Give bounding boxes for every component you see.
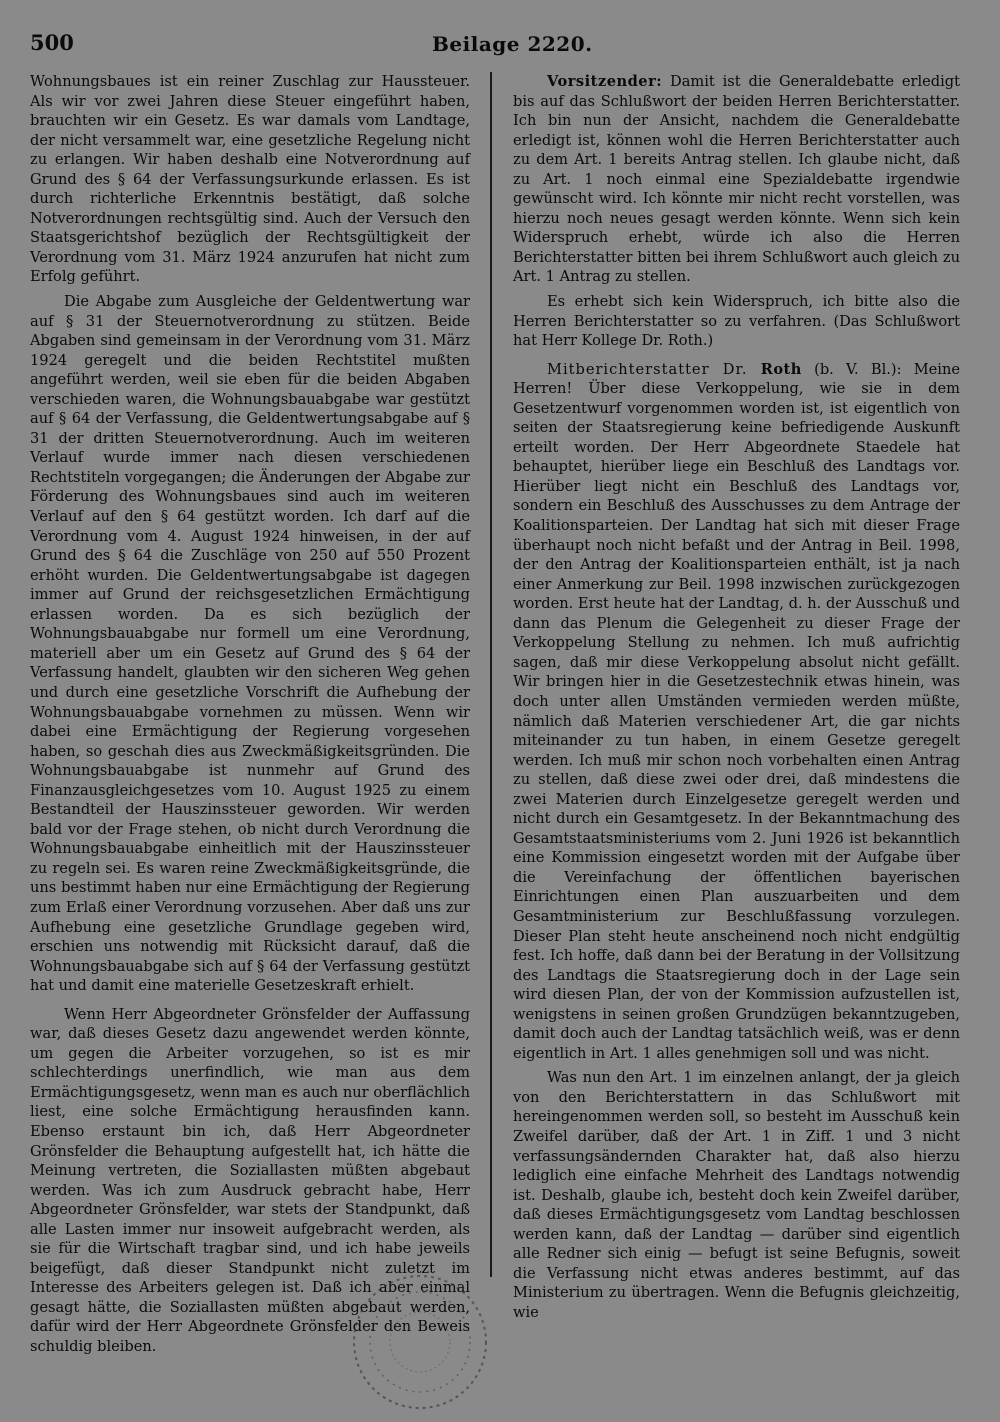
speech-text: Damit ist die Generaldebatte erledigt bis auf das Schlußwort der beiden Herren Berichterstatter. Ich bin nun der Ansicht, nachdem die Generaldebatte erledigt ist, können wohl die Herren Berichterstatter auch zu dem Art. 1 bereits Antrag stellen. Ich glaube nicht, daß zu Art. 1 noch einmal eine Spezialdebatte irgendwie gewünscht wird. Ich könnte mir nicht recht vorstellen, was hierzu noch neues gesagt werden könnte. Wenn sich kein Widerspruch erhebt, würde ich also die Herren Berichterstatter bitten bei ihrem Schlußwort auch gleich zu Art. 1 Antrag zu stellen. [513,73,960,286]
paragraph [513,72,960,287]
paragraph: Wohnungsbaues ist ein reiner Zuschlag zur Haussteuer. Als wir vor zwei Jahren diese Steuer eingeführt haben, brauchten wir ein Gesetz. Es war damals vom Landtage, der nicht versammelt war, eine gesetzliche Regelung nicht zu erlangen. Wir haben deshalb eine Notverordnung auf Grund des § 64 der Verfassungsurkunde erlassen. Es ist durch richterliche Erkenntnis bestätigt, daß solche Notverordnungen rechtsgültig sind. Auch der Versuch den Staatsgerichtshof bezüglich der Rechtsgültigkeit der Verordnung vom 31. März 1924 anzurufen hat nicht zum Erfolg geführt. [30,73,470,286]
page-title: Beilage 2220. [432,32,593,56]
speaker-role: Mitberichterstatter Dr. [547,360,761,378]
left-column [30,72,470,1357]
page-number: 500 [30,30,74,55]
right-column [513,72,960,1322]
speaker-party: (b. V. Bl.): [801,360,902,378]
paragraph: Die Abgabe zum Ausgleiche der Geldentwertung war auf § 31 der Steuernotverordnung zu stützen. Beide Abgaben sind gemeinsam in der Verordnung vom 31. März 1924 geregelt und die beiden Rechtstitel mußten angeführt werden, weil sie eben für die beiden Abgaben verschieden waren, die Wohnungsbauabgabe war gestützt auf § 64 der Verfassung, die Geldentwertungsabgabe auf § 31 der dritten Steuernotverordnung. Auch im weiteren Verlauf wurde immer nach diesen verschiedenen Rechtstiteln vorgegangen; die Änderungen der Abgabe zur Förderung des Wohnungsbaues sind auch im weiteren Verlauf auf den § 64 gestützt worden. Ich darf auf die Verordnung vom 4. August 1924 hinweisen, in der auf Grund des § 64 die Zuschläge von 250 auf 550 Prozent erhöht wurden. Die Geldentwertungsabgabe ist dagegen immer auf Grund der reichsgesetzlichen Ermächtigung erlassen worden. Da es sich bezüglich der Wohnungsbauabgabe nur formell um eine Verordnung, materiell aber um ein Gesetz auf Grund des § 64 der Verfassung handelt, glaubten wir den sicheren Weg gehen und durch eine gesetzliche Vorschrift die Aufhebung der Wohnungsbauabgabe vornehmen zu müssen. Wenn wir dabei eine Ermächtigung der Regierung vorgesehen haben, so geschah dies aus Zweckmäßigkeitsgründen. Die Wohnungsbauabgabe ist nunmehr auf Grund des Finanzausgleichgesetzes vom 10. August 1925 zu einem Bestandteil der Hauszinssteuer geworden. Wir werden bald vor der Frage stehen, ob nicht durch Verordnung die Wohnungsbauabgabe einheitlich mit der Hauszinssteuer zu regeln sei. Es waren reine Zweckmäßigkeitsgründe, die uns bestimmt haben nur eine Ermächtigung der Regierung zum Erlaß einer Verordnung vorzusehen. Aber daß uns zur Aufhebung eine gesetzliche Grundlage gegeben wird, erschien uns notwendig mit Rücksicht darauf, daß die Wohnungsbauabgabe sich auf § 64 der Verfassung gestützt hat und damit eine materielle Gesetzeskraft erhielt. [30,293,470,995]
paragraph [513,360,960,1064]
speech-text: Meine Herren! Über diese Verkoppelung, wie sie in dem Gesetzentwurf vorgenommen worden ist, ist eigentlich von seiten der Staatsregierung keine befriedigende Auskunft erteilt worden. Der Herr Abgeordnete Staedele hat behauptet, hierüber liege ein Beschluß des Landtags vor. Hierüber liegt nicht ein Beschluß des Landtags vor, sondern ein Beschluß des Ausschusses zu dem Antrage der Koalitionsparteien. Der Landtag hat sich mit dieser Frage überhaupt noch nicht befaßt und der Antrag in Beil. 1998, der den Antrag der Koalitionsparteien enthält, ist ja nach einer Anmerkung zur Beil. 1998 inzwischen zurückgezogen worden. Erst heute hat der Landtag, d. h. der Ausschuß und dann das Plenum die Gelegenheit zu dieser Frage der Verkoppelung Stellung zu nehmen. Ich muß aufrichtig sagen, daß mir diese Verkoppelung absolut nicht gefällt. Wir bringen hier in die Gesetzestechnik etwas hinein, was doch unter allen Umständen vermieden werden müßte, nämlich daß Materien verschiedener Art, die gar nichts miteinander zu tun haben, in einem Gesetze geregelt werden. Ich muß mir schon noch vorbehalten einen Antrag zu stellen, daß diese zwei oder drei, daß mindestens die zwei Materien durch Einzelgesetze geregelt werden und nicht durch ein Gesamtgesetz. In der Bekanntmachung des Gesamtstaatsministeriums vom 2. Juni 1926 ist bekanntlich eine Kommission eingesetzt worden mit der Aufgabe über die Vereinfachung der öffentlichen bayerischen Einrichtungen einen Plan auszuarbeiten und dem Gesamtministerium zur Beschlußfassung vorzulegen. Dieser Plan steht heute anscheinend noch nicht endgültig fest. Ich hoffe, daß dann bei der Beratung in der Vollsitzung des Landtags die Staatsregierung doch in der Lage sein wird diesen Plan, der von der Kommission aufzustellen ist, wenigstens in seinen großen Grundzügen bekanntzugeben, damit doch auch der Landtag tatsächlich weiß, was er denn eigentlich in Art. 1 alles genehmigen soll und was nicht. [513,360,960,1062]
speaker-label: Vorsitzender: [547,73,663,90]
speaker-name: Roth [760,360,802,378]
column-divider [490,72,492,1277]
library-stamp-icon [340,1262,500,1422]
paragraph: Was nun den Art. 1 im einzelnen anlangt, der ja gleich von den Berichterstattern in das Schlußwort mit hereingenommen werden soll, so besteht im Ausschuß kein Zweifel darüber, daß der Art. 1 in Ziff. 1 und 3 nicht verfassungsändernden Charakter hat, daß also hierzu lediglich eine einfache Mehrheit des Landtags notwendig ist. Deshalb, glaube ich, besteht doch kein Zweifel darüber, daß dieses Ermächtigungsgesetz vom Landtag beschlossen werden kann, daß der Landtag — darüber sind eigentlich alle Redner sich einig — befugt ist seine Befugnis, soweit die Verfassung nicht etwas anderes bestimmt, auf das Ministerium zu übertragen. Wenn die Befugnis gleichzeitig, wie [513,1069,960,1321]
paragraph: Es erhebt sich kein Widerspruch, ich bitte also die Herren Berichterstatter so zu verfahren. (Das Schlußwort hat Herr Kollege Dr. Roth.) [513,293,960,350]
paragraph: Wenn Herr Abgeordneter Grönsfelder der Auffassung war, daß dieses Gesetz dazu angewendet werden könnte, um gegen die Arbeiter vorzugehen, so ist es mir schlechterdings unerfindlich, wie man aus dem Ermächtigungsgesetz, wenn man es auch nur oberflächlich liest, eine solche Ermächtigung herausfinden kann. Ebenso erstaunt bin ich, daß Herr Abgeordneter Grönsfelder die Behauptung aufgestellt hat, ich hätte die Meinung vertreten, die Soziallasten müßten abgebaut werden. Was ich zum Ausdruck gebracht habe, Herr Abgeordneter Grönsfelder, war stets der Standpunkt, daß alle Lasten immer nur insoweit aufgebracht werden, als sie für die Wirtschaft tragbar sind, und ich habe jeweils beigefügt, daß dieser Standpunkt nicht zuletzt im Interesse des Arbeiters gelegen ist. Daß ich aber einmal gesagt hätte, die Soziallasten müßten abgebaut werden, dafür wird der Herr Abgeordnete Grönsfelder den Beweis schuldig bleiben. [30,1005,470,1355]
